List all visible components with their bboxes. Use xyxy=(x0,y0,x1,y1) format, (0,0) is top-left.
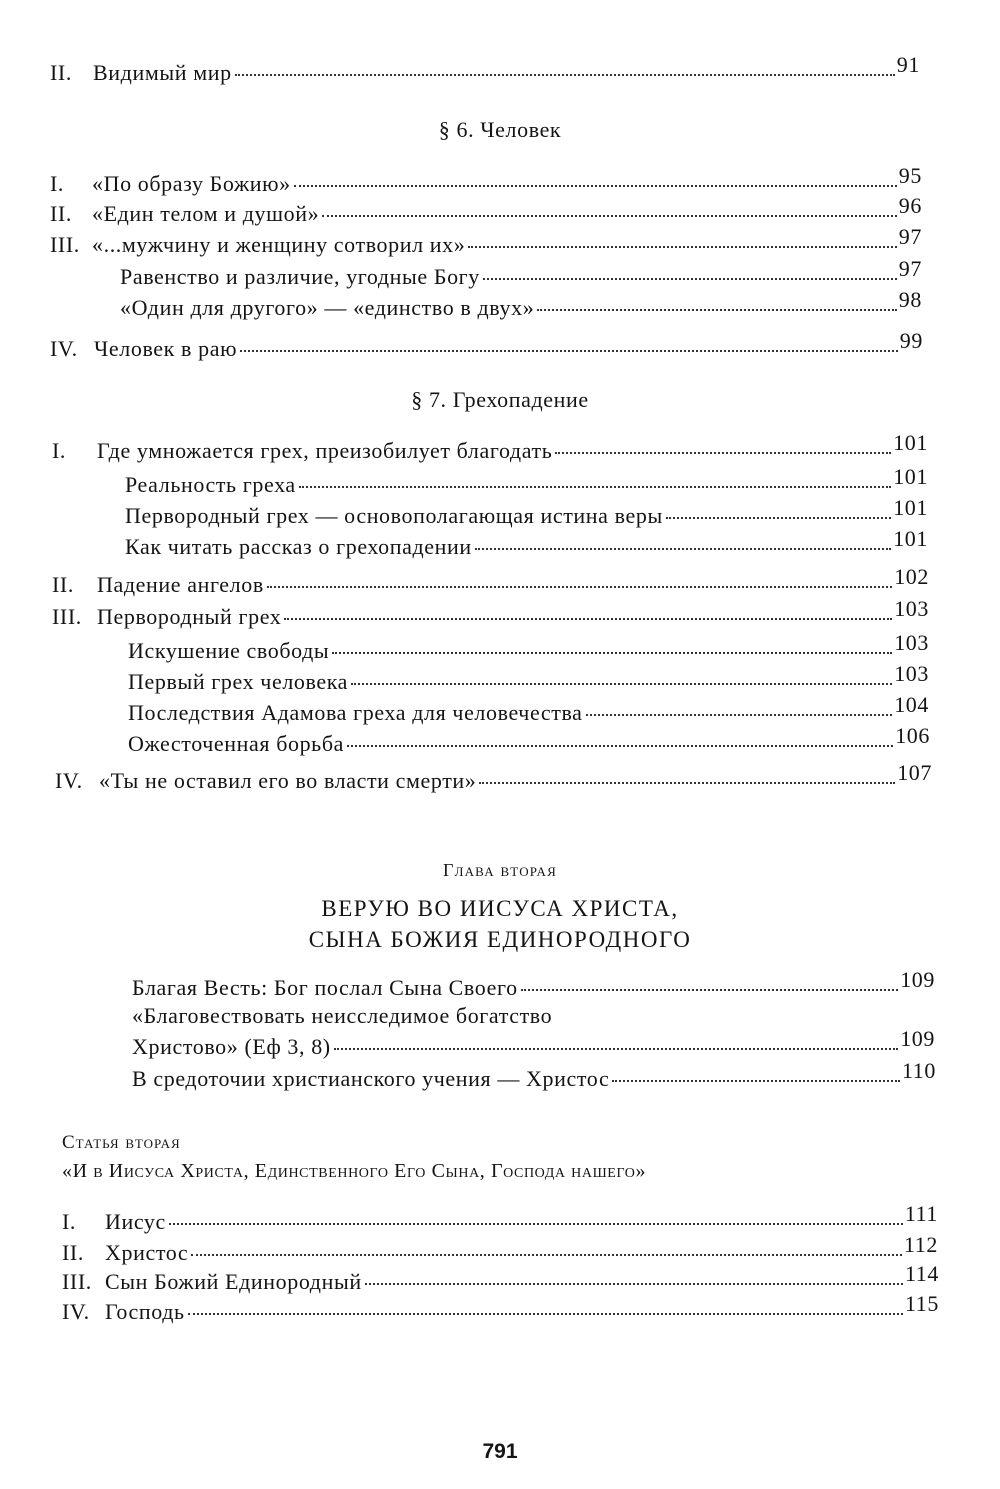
toc-entry xyxy=(132,1026,935,1060)
toc-entry xyxy=(62,1201,938,1235)
dot-leader xyxy=(483,278,897,280)
dot-leader xyxy=(468,246,896,248)
entry-page: 103 xyxy=(894,661,929,686)
chapter-label: Глава вторая xyxy=(442,860,558,880)
toc-entry xyxy=(120,256,922,290)
entry-title: Равенство и различие, угодные Богу xyxy=(120,264,480,289)
entry-page: 112 xyxy=(904,1232,938,1257)
entry-page: 101 xyxy=(893,526,928,551)
entry-page: 98 xyxy=(898,287,922,312)
entry-title: Падение ангелов xyxy=(97,572,264,597)
entry-title: Первородный грех xyxy=(97,604,282,629)
dot-leader xyxy=(322,215,897,217)
entry-page: 109 xyxy=(900,967,935,992)
entry-title: Последствия Адамова греха для человечества xyxy=(128,700,583,725)
dot-leader xyxy=(586,714,893,716)
entry-page: 111 xyxy=(904,1201,938,1226)
toc-entry xyxy=(52,596,929,630)
dot-leader xyxy=(347,745,893,747)
entry-number: IV. xyxy=(50,336,78,361)
entry-page: 97 xyxy=(898,256,922,281)
entry-page: 107 xyxy=(897,760,932,785)
article-label: Статья вторая xyxy=(62,1132,181,1153)
entry-title: «По образу Божию» xyxy=(92,171,291,196)
toc-entry xyxy=(50,224,922,258)
entry-title: «Один для другого» — «единство в двух» xyxy=(120,295,535,320)
dot-leader xyxy=(294,185,897,187)
entry-title: Ожесточенная борьба xyxy=(128,731,344,756)
toc-entry xyxy=(128,630,929,664)
toc-entry xyxy=(50,193,922,227)
article-title: «И в Иисуса Христа, Единственного Его Сына, Господа нашего» xyxy=(62,1160,647,1182)
entry-page: 110 xyxy=(902,1058,936,1083)
dot-leader xyxy=(475,548,891,550)
toc-entry xyxy=(128,661,929,695)
toc-entry xyxy=(62,1291,939,1325)
dot-leader xyxy=(267,586,892,588)
dot-leader xyxy=(169,1223,903,1225)
entry-title: Видимый мир xyxy=(93,60,232,85)
entry-title: В средоточии христианского учения — Христос xyxy=(132,1066,610,1091)
entry-title: Сын Божий Единородный xyxy=(105,1269,362,1294)
entry-page: 96 xyxy=(898,193,922,218)
toc-entry xyxy=(125,495,928,529)
dot-leader xyxy=(612,1080,900,1082)
entry-page: 103 xyxy=(894,596,929,621)
entry-title: Искушение свободы xyxy=(128,638,330,663)
entry-number: IV. xyxy=(55,768,83,793)
entry-title-line: «Благовествовать неисследимое богатство xyxy=(132,1003,553,1028)
entry-page: 114 xyxy=(905,1261,939,1286)
entry-number: I. xyxy=(52,438,67,463)
toc-entry xyxy=(52,430,928,464)
entry-title: «Ты не оставил его во власти смерти» xyxy=(99,768,477,793)
dot-leader xyxy=(332,652,892,654)
entry-page: 109 xyxy=(900,1026,935,1051)
entry-page: 102 xyxy=(894,564,929,589)
entry-number: III. xyxy=(50,232,80,257)
toc-entry xyxy=(132,967,935,1001)
entry-page: 104 xyxy=(894,692,929,717)
entry-title: Первородный грех — основополагающая истина веры xyxy=(125,503,663,528)
dot-leader xyxy=(284,618,892,620)
dot-leader xyxy=(555,452,891,454)
entry-page: 97 xyxy=(898,224,922,249)
entry-number: III. xyxy=(62,1269,92,1294)
chapter-title-line: ВЕРУЮ ВО ИИСУСА ХРИСТА, xyxy=(321,896,679,921)
entry-title: Иисус xyxy=(105,1209,166,1234)
toc-entry xyxy=(62,1261,939,1295)
toc-entry xyxy=(132,1058,936,1092)
dot-leader xyxy=(235,74,895,76)
entry-number: IV. xyxy=(62,1299,90,1324)
section-heading: § 7. Грехопадение xyxy=(411,387,589,412)
page-number: 791 xyxy=(482,1440,518,1463)
chapter-title xyxy=(0,893,1000,955)
entry-title: Господь xyxy=(105,1299,185,1324)
entry-title: Христово» (Еф 3, 8) xyxy=(132,1034,331,1059)
entry-title: Реальность греха xyxy=(125,472,296,497)
entry-page: 91 xyxy=(896,52,920,77)
dot-leader xyxy=(479,782,895,784)
toc-entry xyxy=(125,526,928,560)
entry-page: 101 xyxy=(893,464,928,489)
dot-leader xyxy=(365,1283,903,1285)
entry-number: I. xyxy=(62,1209,77,1234)
entry-number: II. xyxy=(50,201,72,226)
entry-page: 106 xyxy=(895,723,930,748)
dot-leader xyxy=(240,350,898,352)
entry-title: «...мужчину и женщину сотворил их» xyxy=(92,232,466,257)
toc-entry xyxy=(52,564,929,598)
entry-title: Благая Весть: Бог послал Сына Своего xyxy=(132,975,518,1000)
chapter-title-line: СЫНА БОЖИЯ ЕДИНОРОДНОГО xyxy=(308,927,692,952)
toc-entry xyxy=(120,287,922,321)
entry-title: Человек в раю xyxy=(94,336,238,361)
entry-title: Как читать рассказ о грехопадении xyxy=(125,534,472,559)
toc-entry xyxy=(50,52,920,86)
dot-leader xyxy=(351,683,892,685)
entry-number: III. xyxy=(52,604,82,629)
dot-leader xyxy=(299,486,891,488)
section-heading: § 6. Человек xyxy=(438,117,562,142)
entry-number: II. xyxy=(62,1240,84,1265)
entry-number: II. xyxy=(52,572,74,597)
toc-entry xyxy=(55,760,932,794)
dot-leader xyxy=(666,517,891,519)
entry-number: I. xyxy=(50,171,65,196)
dot-leader xyxy=(334,1048,898,1050)
toc-entry xyxy=(50,328,923,362)
entry-title: Христос xyxy=(105,1240,189,1265)
toc-entry xyxy=(125,464,928,498)
dot-leader xyxy=(537,309,896,311)
dot-leader xyxy=(188,1313,903,1315)
entry-page: 99 xyxy=(899,328,923,353)
entry-page: 95 xyxy=(898,163,922,188)
entry-page: 103 xyxy=(894,630,929,655)
entry-page: 101 xyxy=(893,430,928,455)
entry-title: «Един телом и душой» xyxy=(92,201,320,226)
toc-entry xyxy=(62,1232,938,1266)
entry-title: Где умножается грех, преизобилует благодать xyxy=(97,438,553,463)
dot-leader xyxy=(521,989,899,991)
toc-entry xyxy=(128,692,929,726)
dot-leader xyxy=(191,1254,902,1256)
entry-number: II. xyxy=(50,60,72,85)
entry-page: 101 xyxy=(893,495,928,520)
entry-page: 115 xyxy=(905,1291,939,1316)
toc-entry xyxy=(128,723,930,757)
entry-title: Первый грех человека xyxy=(128,669,349,694)
toc-entry xyxy=(50,163,922,197)
